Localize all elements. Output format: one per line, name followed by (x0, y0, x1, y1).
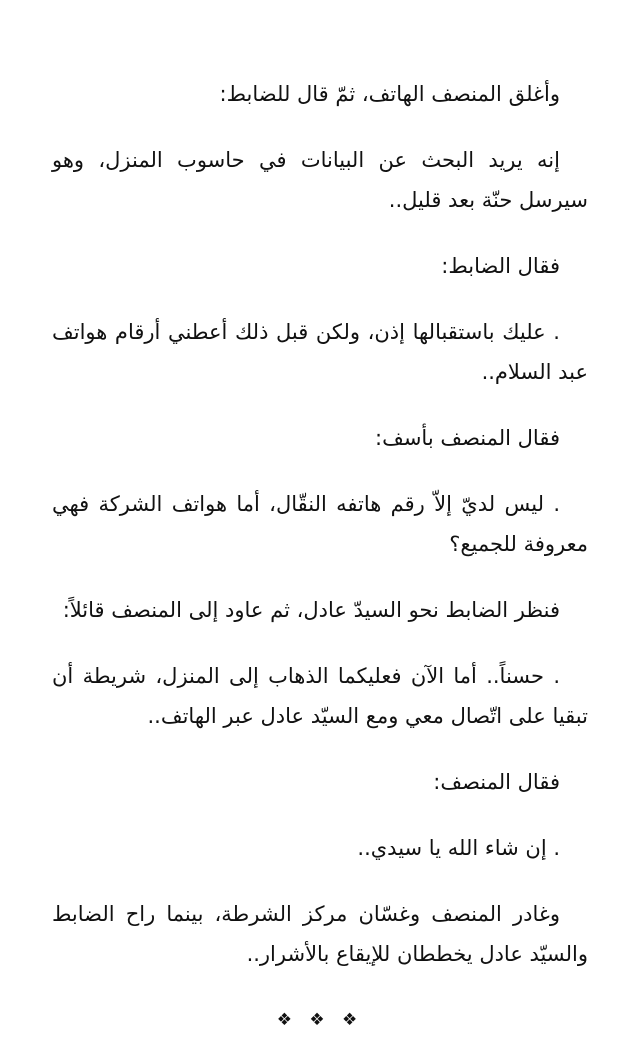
paragraph-1: وأغلق المنصف الهاتف، ثمّ قال للضابط: (219, 82, 560, 106)
paragraph-2: إنه يريد البحث عن البيانات في حاسوب المنزل، وهو سيرسل حنّة بعد قليل.. (52, 148, 588, 212)
paragraph-5: فقال المنصف بأسف: (375, 426, 560, 450)
paragraph-9: فقال المنصف: (433, 770, 560, 794)
paragraph-3: فقال الضابط: (441, 254, 560, 278)
paragraph-4: . عليك باستقبالها إذن، ولكن قبل ذلك أعطني أرقام هواتف عبد السلام.. (52, 320, 588, 384)
paragraph-11: وغادر المنصف وغسّان مركز الشرطة، بينما راح الضابط والسيّد عادل يخططان للإيقاع بالأشرار.. (52, 902, 588, 966)
section-ornament: ❖ ❖ ❖ (276, 1010, 364, 1030)
paragraph-10: . إن شاء الله يا سيدي.. (357, 836, 560, 860)
paragraph-7: فنظر الضابط نحو السيدّ عادل، ثم عاود إلى المنصف قائلاً: (62, 598, 560, 622)
page-body (52, 74, 588, 1040)
paragraph-6: . ليس لديّ إلاّ رقم هاتفه النقّال، أما هواتف الشركة فهي معروفة للجميع؟ (52, 492, 588, 556)
paragraph-8: . حسناً.. أما الآن فعليكما الذهاب إلى المنزل، شريطة أن تبقيا على اتّصال معي ومع السيّد عادل عبر الهاتف.. (52, 664, 588, 728)
